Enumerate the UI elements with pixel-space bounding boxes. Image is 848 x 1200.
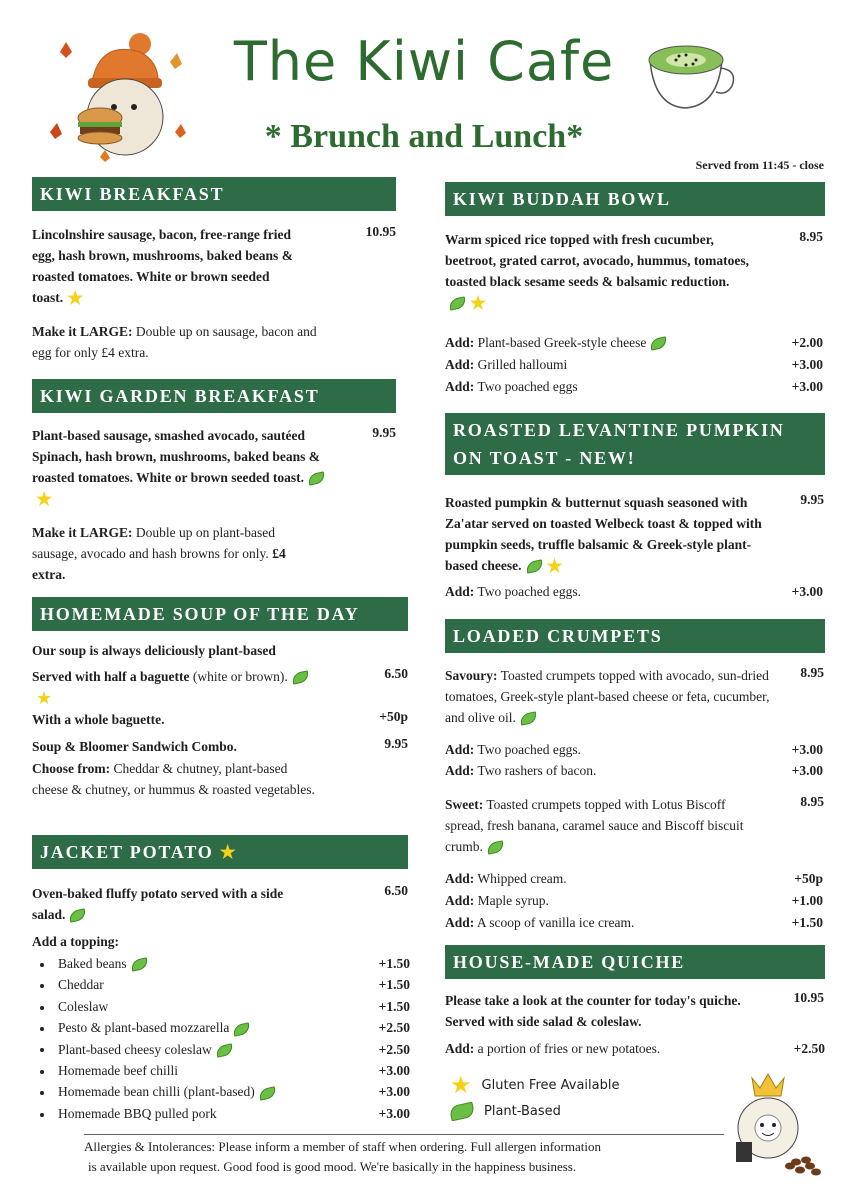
leaf-icon <box>258 1086 277 1100</box>
leaf-icon <box>291 671 310 685</box>
section-title: HOUSE-MADE QUICHE <box>453 951 686 972</box>
list-item: Add: A scoop of vanilla ice cream. +1.50 <box>445 915 823 930</box>
list-item: Homemade beef chilli +3.00 <box>40 1060 410 1081</box>
star-icon: ★ <box>546 556 563 577</box>
list-item: Add: Whipped cream. +50p <box>445 871 823 886</box>
section-heading-kiwi-breakfast <box>32 177 396 211</box>
breakfast-description: Lincolnshire sausage, bacon, free-range fried egg, hash brown, mushrooms, baked beans & roasted tomatoes. White or brown seeded toast. ★ <box>32 227 293 309</box>
section-title: ROASTED LEVANTINE PUMPKIN <box>453 420 785 440</box>
soup-half-baguette: Served with half a baguette (white or brown).★ <box>32 666 312 709</box>
crumpets-savoury-addons <box>445 739 823 781</box>
section-heading-crumpets <box>445 619 825 653</box>
list-item: Add: Grilled halloumi +3.00 <box>445 357 823 372</box>
star-icon: ★ <box>36 688 53 709</box>
leaf-icon <box>649 337 668 351</box>
section-heading-soup <box>32 597 408 631</box>
list-item: Homemade BBQ pulled pork +3.00 <box>40 1103 410 1124</box>
soup-whole-price: +50p <box>379 709 408 724</box>
leaf-icon <box>307 472 326 486</box>
section-heading-jacket-potato <box>32 835 408 869</box>
soup-combo: Soup & Bloomer Sandwich Combo. <box>32 739 237 754</box>
legend-gluten-free: ★ Gluten Free Available <box>450 1071 620 1099</box>
section-title: KIWI BREAKFAST <box>40 183 225 204</box>
list-item: Add: Two rashers of bacon. +3.00 <box>445 763 823 778</box>
crumpets-sweet: Sweet: Toasted crumpets topped with Lotus Biscoff spread, fresh banana, caramel sauce and Biscoff biscuit crumb. <box>445 797 744 854</box>
jacket-description: Oven-baked fluffy potato served with a side salad. <box>32 886 284 922</box>
crumpets-sweet-price: 8.95 <box>800 794 824 809</box>
breakfast-price: 10.95 <box>365 224 396 239</box>
list-item: Plant-based cheesy coleslaw +2.50 <box>40 1039 410 1060</box>
breakfast-large-note: Make it LARGE: Double up on sausage, bacon and egg for only £4 extra. <box>32 324 317 360</box>
list-item: Add: Two poached eggs +3.00 <box>445 379 823 394</box>
section-title: KIWI BUDDAH BOWL <box>453 188 671 209</box>
list-item: Baked beans +1.50 <box>40 953 410 974</box>
kiwi-king-mascot-icon <box>718 1070 828 1182</box>
soup-half-price: 6.50 <box>384 666 408 681</box>
topping-list <box>40 953 410 1124</box>
leaf-icon <box>448 297 467 311</box>
served-times: Served from 11:45 - close <box>695 158 824 172</box>
leaf-icon <box>130 958 149 972</box>
quiche-addon: Add: a portion of fries or new potatoes. +2.50 <box>445 1041 825 1056</box>
cafe-title: The Kiwi Cafe <box>233 30 615 93</box>
buddah-price: 8.95 <box>799 229 823 244</box>
section-heading-pumpkin <box>445 413 825 475</box>
list-item: Homemade bean chilli (plant-based) +3.00 <box>40 1081 410 1102</box>
quiche-description: Please take a look at the counter for today's quiche. Served with side salad & coleslaw. <box>445 993 741 1029</box>
section-heading-quiche <box>445 945 825 979</box>
soup-whole-baguette: With a whole baguette. <box>32 712 165 727</box>
menu-subtitle: * Brunch and Lunch* <box>264 118 584 155</box>
allergy-footer <box>84 1134 724 1177</box>
crumpets-savoury: Savoury: Toasted crumpets topped with avocado, sun-dried tomatoes, Greek-style plant-based cheese or feta, cucumber, and olive oil. <box>445 668 770 725</box>
list-item: Coleslaw +1.50 <box>40 996 410 1017</box>
footer-line: Allergies & Intolerances: Please inform a member of staff when ordering. Full allergen information <box>84 1139 601 1154</box>
soup-note: Our soup is always deliciously plant-based <box>32 643 276 658</box>
footer-line: is available upon request. Good food is good mood. We're basically in the happiness business. <box>88 1159 577 1174</box>
star-icon: ★ <box>219 841 238 862</box>
section-heading-buddah-bowl <box>445 182 825 216</box>
leaf-icon <box>68 909 87 923</box>
pumpkin-description: Roasted pumpkin & butternut squash seasoned with Za'atar served on toasted Welbeck toast & topped with pumpkin seeds, truffle balsamic & Greek-style plant-based cheese. ★ <box>445 495 762 577</box>
list-item: Add: Two poached eggs. +3.00 <box>445 742 823 757</box>
coffee-beans-icon <box>785 1157 821 1176</box>
leaf-icon <box>525 560 544 574</box>
soup-combo-choices: Choose from: Cheddar & chutney, plant-based cheese & chutney, or hummus & roasted vegetables. <box>32 761 315 797</box>
section-title: KIWI GARDEN BREAKFAST <box>40 385 320 406</box>
star-icon: ★ <box>36 489 53 510</box>
section-title: ON TOAST - NEW! <box>453 448 636 468</box>
list-item: Pesto & plant-based mozzarella +2.50 <box>40 1017 410 1038</box>
soup-combo-price: 9.95 <box>384 736 408 751</box>
pumpkin-addon: Add: Two poached eggs. +3.00 <box>445 584 823 599</box>
section-title: HOMEMADE SOUP OF THE DAY <box>40 603 360 624</box>
crumpets-savoury-price: 8.95 <box>800 665 824 680</box>
garden-large-note: Make it LARGE: Double up on plant-based sausage, avocado and hash browns for only. £4 extra. <box>32 525 286 582</box>
leaf-icon <box>215 1043 234 1057</box>
topping-label: Add a topping: <box>32 934 120 949</box>
section-title: LOADED CRUMPETS <box>453 625 663 646</box>
list-item: Add: Maple syrup. +1.00 <box>445 893 823 908</box>
star-icon: ★ <box>67 288 84 309</box>
pumpkin-price: 9.95 <box>800 492 824 507</box>
leaf-icon <box>486 841 505 855</box>
garden-description: Plant-based sausage, smashed avocado, sautéed Spinach, hash brown, mushrooms, baked beans & roasted tomatoes. White or brown seeded toast.★ <box>32 425 332 510</box>
star-icon: ★ <box>450 1071 472 1099</box>
leaf-icon <box>449 1101 476 1121</box>
jacket-price: 6.50 <box>384 883 408 898</box>
section-heading-garden-breakfast <box>32 379 396 413</box>
legend <box>450 1072 619 1124</box>
leaf-icon <box>519 712 538 726</box>
list-item: Cheddar +1.50 <box>40 974 410 995</box>
section-title: JACKET POTATO <box>40 841 214 862</box>
buddah-addons <box>445 332 823 398</box>
legend-plant-based: Plant-Based <box>450 1098 619 1124</box>
leaf-icon <box>232 1022 251 1036</box>
buddah-description: Warm spiced rice topped with fresh cucumber, beetroot, grated carrot, avocado, hummus, tomatoes, toasted black sesame seeds & balsamic reduction.★ <box>445 232 749 314</box>
quiche-price: 10.95 <box>793 990 824 1005</box>
crumpets-sweet-addons <box>445 868 823 934</box>
garden-price: 9.95 <box>372 425 396 440</box>
list-item: Add: Plant-based Greek-style cheese +2.00 <box>445 335 823 350</box>
star-icon: ★ <box>470 293 487 314</box>
